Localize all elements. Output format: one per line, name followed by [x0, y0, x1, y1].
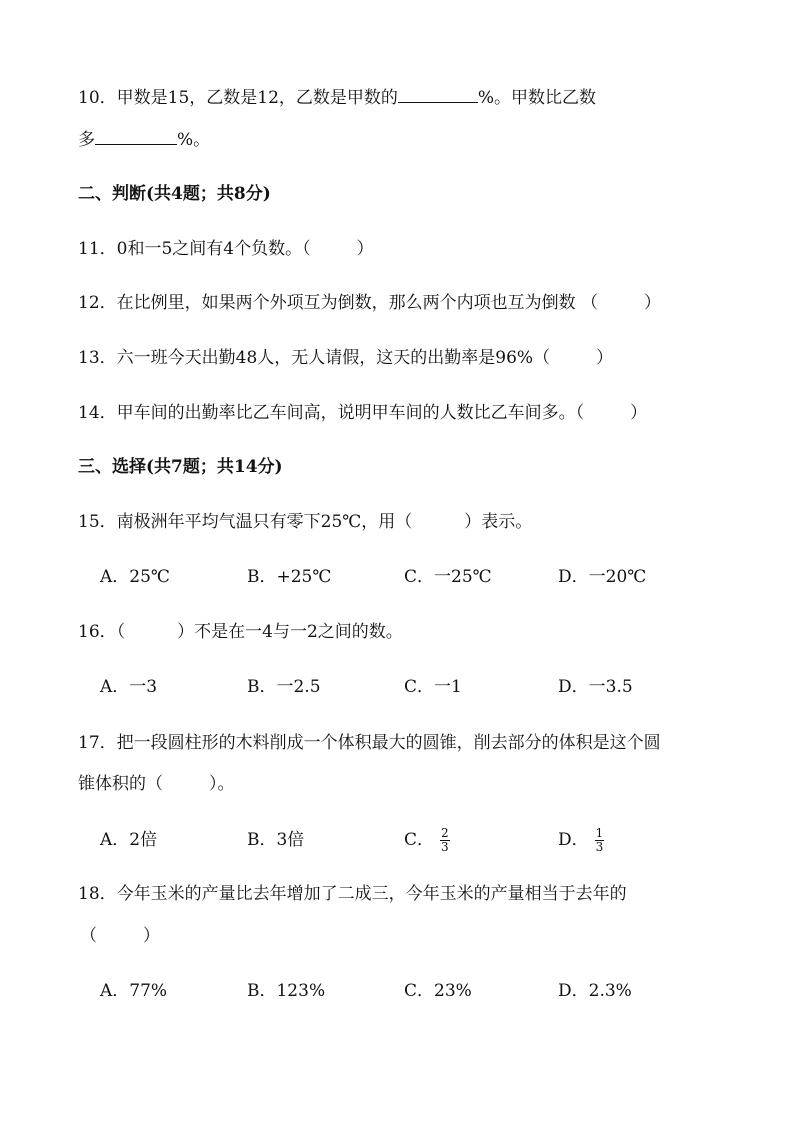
question-15: [78, 510, 532, 534]
fraction-numerator: 2: [441, 826, 449, 840]
option-b[interactable]: B．123%: [247, 981, 326, 1001]
question-12-text: 12．在比例里，如果两个外项互为倒数，那么两个内项也互为倒数 （: [78, 293, 599, 313]
question-10-text: 10．甲数是15，乙数是12，乙数是甲数的: [78, 88, 398, 108]
question-11-text: 11．0和一5之间有4个负数。（: [78, 239, 311, 259]
option-d[interactable]: D．2.3%: [558, 981, 632, 1001]
question-15-text-2: ）表示。: [464, 512, 533, 532]
question-12: [78, 291, 661, 315]
question-16: [78, 620, 403, 644]
fraction-one-third: [595, 827, 605, 854]
option-a[interactable]: A．77%: [100, 981, 168, 1001]
fraction-two-thirds: [440, 827, 450, 854]
option-d[interactable]: D．一20℃: [558, 567, 647, 587]
question-17-line1: 17．把一段圆柱形的木料削成一个体积最大的圆锥，削去部分的体积是这个圆: [78, 733, 661, 753]
fraction-denominator: 3: [441, 840, 449, 854]
answer-blank-1[interactable]: [398, 86, 478, 103]
paren-open: （: [80, 926, 97, 946]
fraction-denominator: 3: [595, 840, 604, 854]
question-10-line2: [78, 128, 210, 152]
question-13: [78, 346, 613, 370]
question-17-options: [100, 823, 720, 857]
option-b[interactable]: B．一2.5: [247, 677, 321, 697]
paren-close: ）: [630, 403, 648, 423]
question-18-options: [100, 976, 720, 1006]
question-13-text: 13．六一班今天出勤48人，无人请假，这天的出勤率是96%（: [78, 348, 551, 368]
fraction-numerator: 1: [595, 826, 604, 840]
option-c[interactable]: [404, 823, 450, 857]
option-c[interactable]: C．一25℃: [404, 567, 492, 587]
paren-close: ）: [143, 926, 160, 946]
option-a[interactable]: A．一3: [100, 677, 158, 697]
question-18-line1: 18．今年玉米的产量比去年增加了二成三，今年玉米的产量相当于去年的: [78, 884, 627, 904]
question-15-text: 15．南极洲年平均气温只有零下25℃，用（: [78, 512, 413, 532]
option-d-label: D．: [558, 830, 589, 850]
question-16-options: [100, 672, 720, 702]
section-3-title: 三、选择(共7题；共14分): [78, 457, 283, 477]
question-10-line1: [78, 86, 596, 110]
answer-blank-2[interactable]: [95, 128, 177, 145]
question-17-line2: [78, 772, 235, 796]
option-a[interactable]: A．25℃: [100, 567, 170, 587]
option-b[interactable]: B．+25℃: [247, 567, 332, 587]
question-10-text-3: 多: [78, 130, 95, 150]
option-c-label: C．: [404, 830, 435, 850]
question-18-line2: [80, 924, 160, 948]
question-11: [78, 237, 374, 261]
question-17-text: 锥体积的（: [78, 774, 163, 794]
paren-close: ）: [644, 293, 662, 313]
question-14-text: 14．甲车间的出勤率比乙车间高，说明甲车间的人数比乙车间多。（: [78, 403, 585, 423]
question-16-text: 16．（: [78, 622, 126, 642]
option-b[interactable]: B．3倍: [247, 830, 305, 850]
option-c[interactable]: C．一1: [404, 677, 462, 697]
option-d[interactable]: [558, 823, 604, 857]
paren-close: ）: [356, 239, 374, 259]
option-a[interactable]: A．2倍: [100, 830, 158, 850]
question-14: [78, 401, 647, 425]
paren-close: ）: [596, 348, 614, 368]
section-2-title: 二、判断(共4题；共8分): [78, 184, 271, 204]
option-c[interactable]: C．23%: [404, 981, 472, 1001]
question-10-text-2: %。甲数比乙数: [477, 88, 597, 108]
question-16-text-2: ）不是在一4与一2之间的数。: [177, 622, 403, 642]
question-15-options: [100, 562, 720, 592]
question-10-text-4: %。: [177, 130, 211, 150]
question-17-text-2: ）。: [209, 774, 235, 794]
option-d[interactable]: D．一3.5: [558, 677, 633, 697]
